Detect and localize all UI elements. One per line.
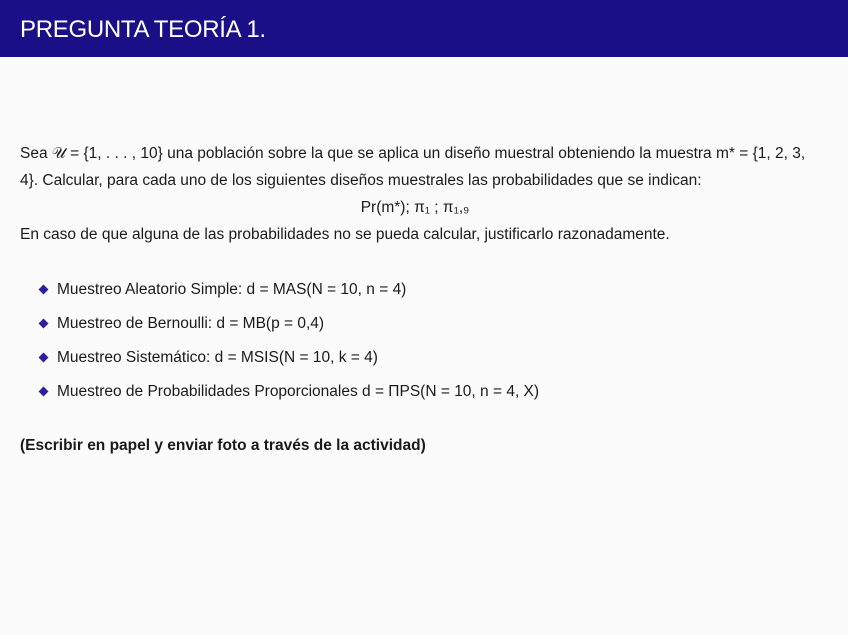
intro-paragraph: Sea 𝒰 = {1, . . . , 10} una población sobre la que se aplica un diseño muestral obteniendo la muestra m* = {1, 2, 3, 4}. Calcular, para cada uno de los siguientes diseños muestrales las probabilidades que se indican: [20,145,806,189]
list-item [36,272,810,306]
slide-title: PREGUNTA TEORÍA 1. [20,16,266,43]
probabilities-line: Pr(m*); π₁ ; π₁,₉ [360,199,470,216]
designs-list [20,272,810,408]
diamond-bullet-icon [39,352,49,362]
design-pps: Muestreo de Probabilidades Proporcionales d = ΠPS(N = 10, n = 4, X) [57,382,540,400]
slide-header [0,0,848,57]
justify-paragraph: En caso de que alguna de las probabilidades no se pueda calcular, justificarlo razonadamente. [20,226,670,243]
design-sistematico: Muestreo Sistemático: d = MSIS(N = 10, k = 4) [57,348,378,366]
slide-content [20,140,810,475]
list-item [36,374,810,408]
design-bernoulli: Muestreo de Bernoulli: d = MB(p = 0,4) [57,314,325,332]
diamond-bullet-icon [39,318,49,328]
diamond-bullet-icon [39,386,49,396]
diamond-bullet-icon [39,284,49,294]
list-item [36,340,810,374]
instruction-note: (Escribir en papel y enviar foto a través de la actividad) [20,437,426,454]
design-mas: Muestreo Aleatorio Simple: d = MAS(N = 10, n = 4) [57,280,407,298]
list-item [36,306,810,340]
